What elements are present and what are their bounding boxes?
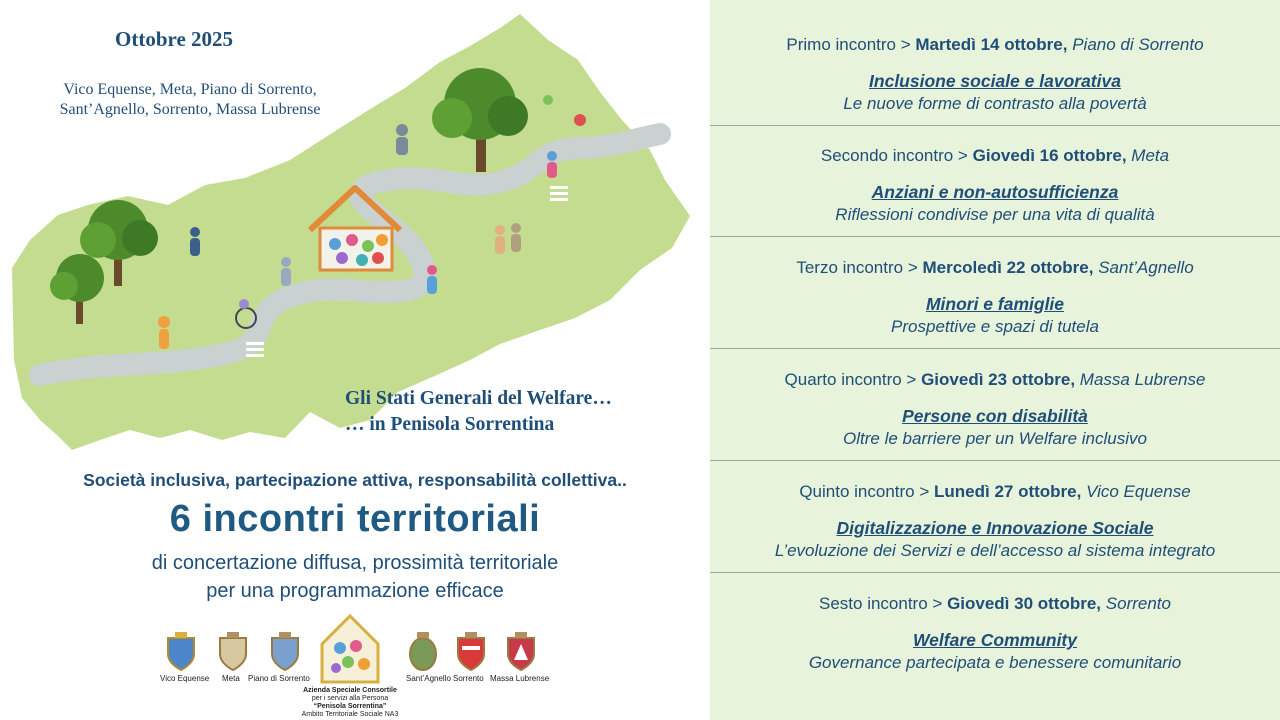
meeting-place: Meta [1126, 146, 1170, 165]
meeting-card [710, 461, 1280, 573]
meeting-date: Giovedì 30 ottobre, [947, 594, 1102, 613]
meeting-date: Lunedì 27 ottobre, [934, 482, 1082, 501]
meeting-description: Oltre le barriere per un Welfare inclusivo [843, 429, 1147, 448]
meetings-schedule-panel [710, 0, 1280, 720]
meeting-when-where [710, 482, 1280, 502]
meeting-description: Le nuove forme di contrasto alla povertà [843, 94, 1147, 113]
meeting-topic: Inclusione sociale e lavorativa [869, 71, 1121, 91]
meeting-description: Prospettive e spazi di tutela [891, 317, 1099, 336]
meeting-date: Mercoledì 22 ottobre, [922, 258, 1094, 277]
crest-icon [504, 632, 538, 672]
meeting-topic: Persone con disabilità [902, 406, 1088, 426]
meeting-order: Primo incontro > [786, 35, 916, 54]
municipality-label: Sant’Agnello [406, 674, 451, 683]
meeting-order: Terzo incontro > [796, 258, 923, 277]
meeting-date: Martedì 14 ottobre, [915, 35, 1068, 54]
crest-icon [268, 632, 302, 672]
municipality-label: Piano di Sorrento [248, 674, 310, 683]
meeting-description: L’evoluzione dei Servizi e dell’accesso al sistema integrato [774, 541, 1216, 560]
meeting-when-where [710, 258, 1280, 278]
meeting-date: Giovedì 16 ottobre, [972, 146, 1127, 165]
meeting-card [710, 14, 1280, 126]
crest-icon [216, 632, 250, 672]
logos-strip [160, 612, 560, 720]
agency-logo-icon [318, 612, 382, 684]
tagline: Società inclusiva, partecipazione attiva, responsabilità collettiva.. [83, 470, 627, 490]
subheadline: per una programmazione efficace [206, 580, 504, 602]
meeting-order: Secondo incontro > [820, 146, 973, 165]
municipality-label: Meta [222, 674, 240, 683]
meeting-when-where [710, 35, 1280, 55]
crest-icon [454, 632, 488, 672]
meeting-card [710, 349, 1280, 461]
agency-name [270, 687, 430, 719]
agency-line: “Penisola Sorrentina” [313, 703, 387, 710]
meeting-when-where [710, 594, 1280, 614]
meeting-place: Sorrento [1101, 594, 1171, 613]
agency-line: Ambito Territoriale Sociale NA3 [301, 711, 399, 718]
meeting-description: Governance partecipata e benessere comunitario [808, 653, 1182, 672]
meeting-card [710, 573, 1280, 684]
meeting-place: Sant’Agnello [1093, 258, 1194, 277]
meeting-order: Sesto incontro > [819, 594, 948, 613]
meeting-when-where [710, 146, 1280, 166]
welfare-title-line: … in Penisola Sorrentina [345, 414, 555, 435]
meeting-topic: Minori e famiglie [925, 294, 1065, 314]
towns-line: Sant’Agnello, Sorrento, Massa Lubrense [59, 101, 321, 118]
meeting-topic: Digitalizzazione e Innovazione Sociale [836, 518, 1154, 538]
meeting-order: Quarto incontro > [784, 370, 922, 389]
municipality-label: Massa Lubrense [490, 674, 550, 683]
meeting-place: Massa Lubrense [1075, 370, 1206, 389]
agency-line: Azienda Speciale Consortile [303, 687, 397, 694]
crest-icon [164, 632, 198, 672]
municipality-label: Vico Equense [160, 674, 210, 683]
meeting-place: Vico Equense [1081, 482, 1191, 501]
meeting-topic: Welfare Community [912, 630, 1077, 650]
crest-icon [406, 632, 440, 672]
meeting-description: Riflessioni condivise per una vita di qualità [835, 205, 1155, 224]
towns-list [30, 80, 350, 120]
meeting-order: Quinto incontro > [799, 482, 934, 501]
event-month-title: Ottobre 2025 [115, 27, 234, 51]
welfare-title-line: Gli Stati Generali del Welfare… [345, 388, 612, 409]
subheadline: di concertazione diffusa, prossimità territoriale [151, 552, 559, 574]
meeting-card [710, 237, 1280, 349]
towns-line: Vico Equense, Meta, Piano di Sorrento, [63, 81, 317, 98]
meeting-when-where [710, 370, 1280, 390]
meeting-place: Piano di Sorrento [1067, 35, 1204, 54]
meeting-topic: Anziani e non-autosufficienza [871, 182, 1119, 202]
headline: 6 incontri territoriali [169, 498, 541, 540]
municipality-label: Sorrento [453, 674, 484, 683]
meeting-card [710, 125, 1280, 237]
welfare-title [345, 386, 612, 438]
meeting-date: Giovedì 23 ottobre, [921, 370, 1076, 389]
agency-line: per i servizi alla Persona [311, 695, 389, 702]
